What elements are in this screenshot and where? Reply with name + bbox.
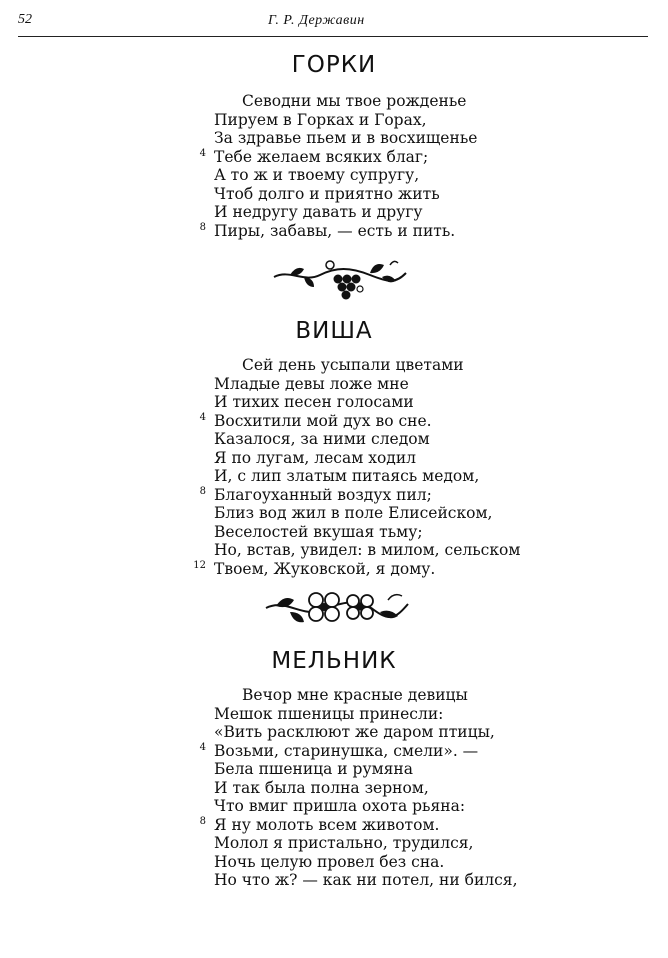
line-number: 4: [199, 741, 206, 753]
poem-line: [214, 393, 634, 412]
line-text: И недругу давать и другу: [214, 203, 423, 221]
line-text: Вечор мне красные девицы: [242, 686, 468, 704]
poem-line: [214, 185, 634, 204]
line-text: Пируем в Горках и Горах,: [214, 110, 427, 129]
line-text: Мешок пшеницы принесли:: [214, 704, 444, 723]
poem-line: [193, 559, 634, 579]
poem-line: [214, 375, 634, 394]
poem-line: [214, 92, 634, 111]
poem-line: [214, 430, 634, 449]
poem-stanza: [199, 686, 634, 890]
line-text: Веселостей вкушая тьму;: [214, 522, 423, 541]
line-text: Но, встав, увидел: в милом, сельском: [214, 541, 521, 559]
poem-line: [199, 815, 634, 835]
line-text: «Вить расклюют же даром птицы,: [214, 723, 495, 741]
line-number: 4: [199, 147, 206, 159]
line-text: Чтоб долго и приятно жить: [214, 184, 440, 203]
poem-line: [214, 449, 634, 468]
line-number: 12: [193, 559, 206, 571]
line-text: Благоуханный воздух пил;: [214, 485, 432, 504]
line-text: Бела пшеница и румяна: [214, 760, 413, 778]
poem-stanza: [193, 356, 634, 578]
poem-line: [214, 705, 634, 724]
poem-line: [214, 467, 634, 486]
poem-line: [214, 203, 634, 222]
poem-line: [214, 760, 634, 779]
poem-line: [214, 686, 634, 705]
line-text: Ночь целую провел без сна.: [214, 852, 445, 871]
poem-line: [214, 166, 634, 185]
line-number: 4: [199, 411, 206, 423]
poem-line: [214, 541, 634, 560]
line-text: Возьми, старинушка, смели». —: [214, 741, 479, 760]
poem-line: [199, 221, 634, 241]
poem-line: [214, 356, 634, 375]
line-text: И, с лип златым питаясь медом,: [214, 467, 480, 485]
line-number: 8: [199, 815, 206, 827]
poem-line: [214, 129, 634, 148]
poem-line: [214, 523, 634, 542]
running-head: Г. Р. Державин: [268, 13, 365, 28]
line-text: Молол я пристально, трудился,: [214, 834, 474, 852]
poem-title: МЕЛЬНИК: [271, 648, 397, 674]
line-text: Севодни мы твое рожденье: [242, 92, 467, 110]
page-number: 52: [18, 12, 32, 27]
line-text: За здравье пьем и в восхищенье: [214, 129, 478, 147]
poem-line: [199, 741, 634, 761]
line-text: Казалося, за ними следом: [214, 430, 430, 448]
poem-line: [199, 485, 634, 505]
poem-line: [214, 834, 634, 853]
poem-line: [214, 871, 634, 890]
poem-line: [214, 779, 634, 798]
line-text: Что вмиг пришла охота рьяна:: [214, 797, 466, 815]
flower-ornament-icon: [262, 588, 412, 636]
line-text: И тихих песен голосами: [214, 393, 414, 411]
line-number: 8: [199, 485, 206, 497]
poem-line: [214, 111, 634, 130]
poem-line: [214, 797, 634, 816]
line-text: Я по лугам, лесам ходил: [214, 448, 416, 467]
page-header: [18, 10, 648, 37]
poem-line: [214, 853, 634, 872]
line-text: Восхитили мой дух во сне.: [214, 411, 432, 430]
line-text: Тебе желаем всяких благ;: [214, 147, 429, 166]
line-text: Пиры, забавы, — есть и пить.: [214, 221, 456, 240]
grape-vine-ornament-icon: [270, 255, 410, 305]
poem-title: ВИША: [295, 318, 373, 344]
poem-line: [214, 504, 634, 523]
line-text: Я ну молоть всем животом.: [214, 815, 440, 834]
line-text: И так была полна зерном,: [214, 778, 429, 797]
line-text: Но что ж? — как ни потел, ни бился,: [214, 871, 518, 889]
poem-line: [199, 147, 634, 167]
line-text: А то ж и твоему супругу,: [214, 166, 420, 184]
poem-stanza: [199, 92, 634, 240]
line-number: 8: [199, 221, 206, 233]
poem-line: [214, 723, 634, 742]
line-text: Сей день усыпали цветами: [242, 356, 464, 374]
poem-title: ГОРКИ: [291, 52, 377, 78]
line-text: Младые девы ложе мне: [214, 374, 409, 393]
line-text: Твоем, Жуковской, я дому.: [214, 559, 436, 578]
poem-line: [199, 411, 634, 431]
line-text: Близ вод жил в поле Елисейском,: [214, 504, 493, 522]
